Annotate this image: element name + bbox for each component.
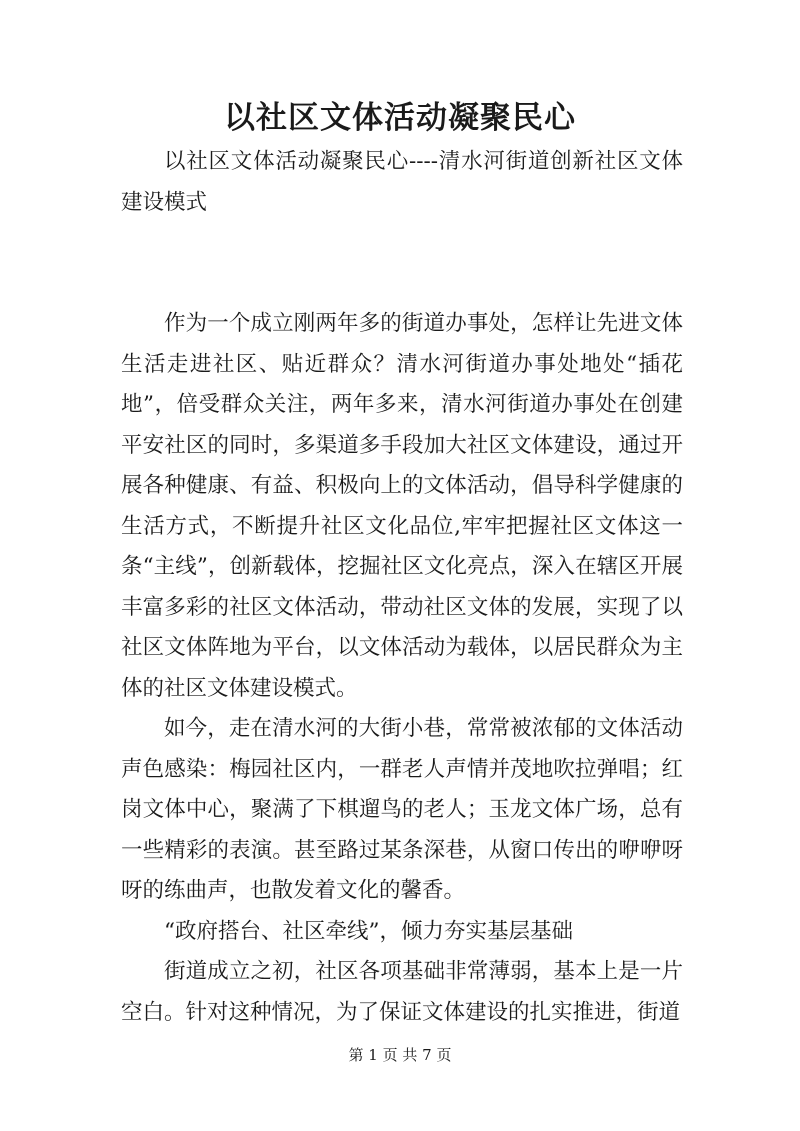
body-paragraph-2: 如今，走在清水河的大街小巷，常常被浓郁的文体活动声色感染：梅园社区内，一群老人声情并茂地吹拉弹唱；红岗文体中心，聚满了下棋遛鸟的老人；玉龙文体广场，总有一些精彩的表演。甚至路过某条深巷，从窗口传出的咿咿呀呀的练曲声，也散发着文化的馨香。: [121, 716, 683, 903]
section-heading: “政府搭台、社区牵线”，倾力夯实基层基础: [164, 918, 573, 944]
body-paragraph-1: 作为一个成立刚两年多的街道办事处，怎样让先进文体生活走进社区、贴近群众？清水河街道办事处地处“插花地”，倍受群众关注，两年多来，清水河街道办事处在创建平安社区的同时，多渠道多手段加大社区文体建设，通过开展各种健康、有益、积极向上的文体活动，倡导科学健康的生活方式，不断提升社区文化品位,牢牢把握社区文体这一条“主线”，创新载体，挖掘社区文化亮点，深入在辖区开展丰富多彩的社区文体活动，带动社区文体的发展，实现了以社区文体阵地为平台，以文体活动为载体，以居民群众为主体的社区文体建设模式。: [121, 311, 683, 701]
subtitle-paragraph: 以社区文体活动凝聚民心----清水河街道创新社区文体建设模式: [121, 149, 683, 215]
document-body: [121, 142, 683, 1033]
body-paragraph-3: 街道成立之初，社区各项基础非常薄弱，基本上是一片空白。针对这种情况，为了保证文体建设的扎实推进，街道: [121, 959, 683, 1025]
document-title: 以社区文体活动凝聚民心: [224, 100, 576, 136]
blank-line: [121, 223, 683, 304]
page-number-footer: 第 1 页 共 7 页: [348, 1046, 452, 1064]
